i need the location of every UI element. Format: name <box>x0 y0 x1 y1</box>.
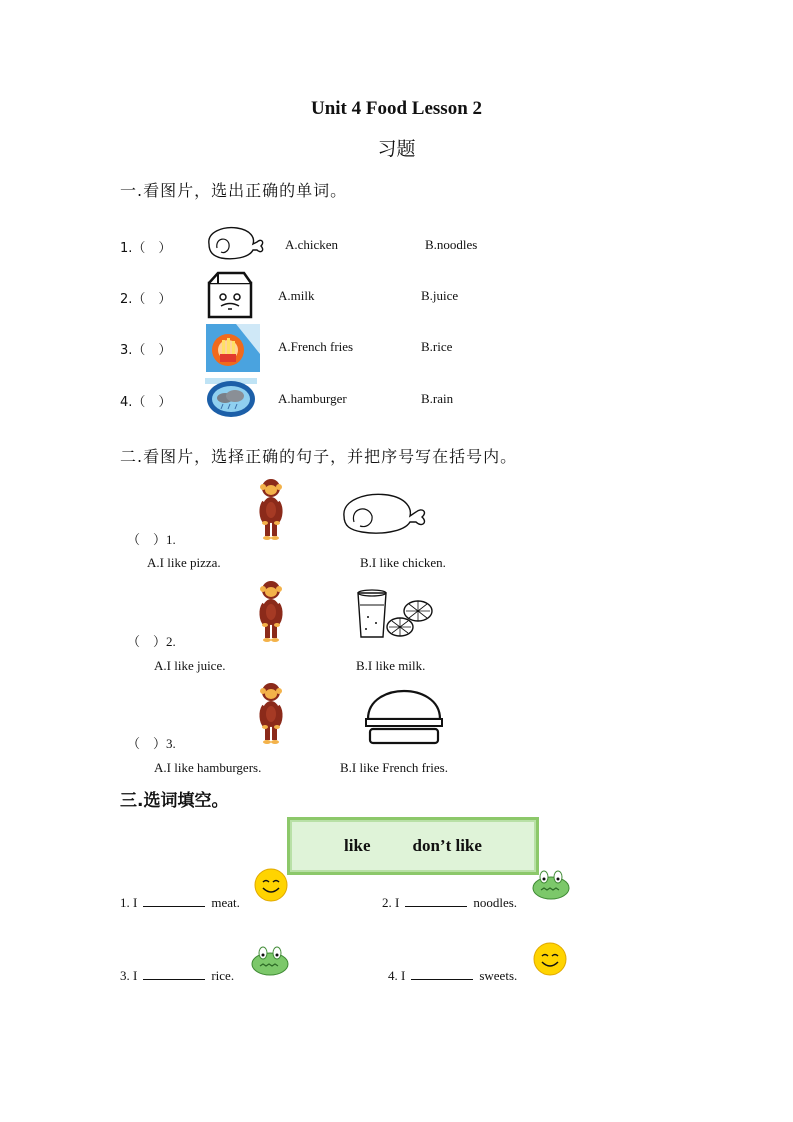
section1-heading: 一.看图片，选出正确的单词。 <box>120 181 348 200</box>
monkey-icon <box>257 682 287 746</box>
frown-face-icon <box>532 866 572 904</box>
page-subtitle: 习题 <box>377 138 416 160</box>
word-bank-box <box>287 817 539 875</box>
section1-item3-option-a: A.French fries <box>278 339 354 354</box>
section3-item1-blank[interactable] <box>143 894 205 907</box>
french-fries-icon <box>206 324 260 372</box>
word-bank-dont-like: don’t like <box>412 836 482 855</box>
chicken-icon <box>205 224 265 262</box>
rain-cloud-icon <box>205 378 257 418</box>
section1-item2-number: 2.（ ） <box>120 292 172 307</box>
section3-heading: 三.选词填空。 <box>120 791 229 811</box>
section3-item3 <box>120 967 234 984</box>
section1-item3-option-b: B.rice <box>421 339 453 354</box>
word-bank-like: like <box>344 836 371 855</box>
section3-item3-post: rice. <box>211 968 235 983</box>
section3-item2-blank[interactable] <box>405 894 467 907</box>
smiley-face-icon <box>254 868 290 904</box>
page-title: Unit 4 Food Lesson 2 <box>310 98 483 119</box>
section3-item4-pre: 4. I <box>388 968 406 983</box>
section2-item2-option-b: B.I like milk. <box>356 658 426 673</box>
section1-item1-number: 1.（ ） <box>120 241 172 256</box>
section2-item1-option-b: B.I like chicken. <box>360 555 446 570</box>
section2-item1-option-a: A.I like pizza. <box>147 555 221 570</box>
section2-item2-option-a: A.I like juice. <box>154 658 226 673</box>
section1-item1-option-a: A.chicken <box>285 237 339 252</box>
section1-item4-option-b: B.rain <box>421 391 454 406</box>
section1-item2-option-a: A.milk <box>278 288 315 303</box>
section3-item2-post: noodles. <box>473 895 518 910</box>
monkey-icon <box>257 580 287 644</box>
section2-item3-option-b: B.I like French fries. <box>340 760 448 775</box>
section3-item3-pre: 3. I <box>120 968 138 983</box>
section1-item1-option-b: B.noodles <box>425 237 478 252</box>
section1-item2-option-b: B.juice <box>421 288 459 303</box>
section2-item1-number: （ ）1. <box>127 532 176 547</box>
milk-carton-icon <box>206 271 256 319</box>
section3-item1-post: meat. <box>211 895 240 910</box>
section2-item3-number: （ ）3. <box>127 736 176 751</box>
section3-item2 <box>382 894 517 911</box>
smiley-face-icon <box>533 942 569 978</box>
section1-item4-option-a: A.hamburger <box>278 391 347 406</box>
section3-item4 <box>388 967 517 984</box>
section3-item1 <box>120 894 240 911</box>
hamburger-icon <box>364 689 444 747</box>
section1-item4-number: 4.（ ） <box>120 395 172 410</box>
section2-heading: 二.看图片，选择正确的句子，并把序号写在括号内。 <box>120 447 518 466</box>
section3-item3-blank[interactable] <box>143 967 205 980</box>
section2-item3-option-a: A.I like hamburgers. <box>154 760 262 775</box>
section2-item2-number: （ ）2. <box>127 634 176 649</box>
section3-item4-post: sweets. <box>479 968 518 983</box>
juice-glass-icon <box>354 587 438 641</box>
section1-item3-number: 3.（ ） <box>120 343 172 358</box>
section3-item2-pre: 2. I <box>382 895 400 910</box>
frown-face-icon <box>251 942 291 980</box>
monkey-icon <box>257 478 287 542</box>
section3-item4-blank[interactable] <box>411 967 473 980</box>
chicken-icon <box>340 490 430 538</box>
section3-item1-pre: 1. I <box>120 895 138 910</box>
